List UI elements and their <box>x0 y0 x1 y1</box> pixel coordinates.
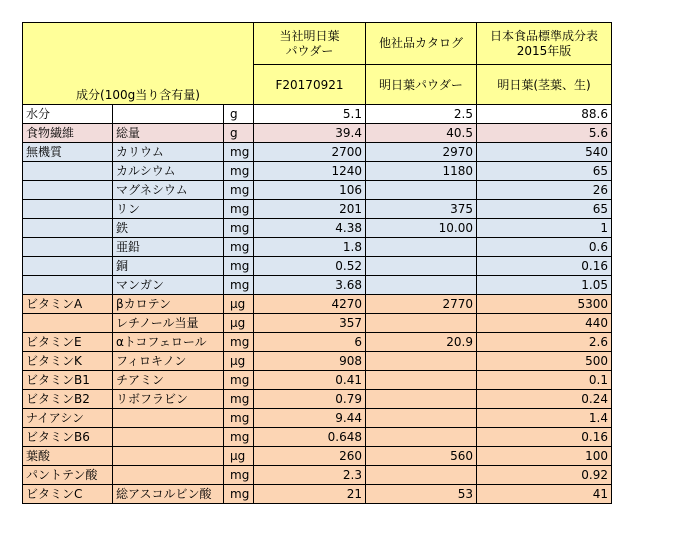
column-header-standard-table: 日本食品標準成分表 2015年版 <box>477 23 612 65</box>
table-row <box>23 238 612 257</box>
component-name-cell: リン <box>113 200 224 219</box>
component-name-cell: αトコフェロール <box>113 333 224 352</box>
standard-value-cell: 1 <box>477 219 612 238</box>
unit-cell: μg <box>224 314 254 333</box>
table-row <box>23 352 612 371</box>
unit-cell: mg <box>224 257 254 276</box>
unit-cell: mg <box>224 238 254 257</box>
category-cell <box>23 181 113 200</box>
category-cell: 食物繊維 <box>23 124 113 143</box>
column-header-competitor: 他社品カタログ <box>366 23 477 65</box>
table-row <box>23 219 612 238</box>
standard-value-cell: 1.4 <box>477 409 612 428</box>
own-product-value-cell: 908 <box>254 352 366 371</box>
competitor-value-cell <box>366 238 477 257</box>
category-cell <box>23 257 113 276</box>
category-cell <box>23 200 113 219</box>
component-name-cell: βカロテン <box>113 295 224 314</box>
table-row <box>23 371 612 390</box>
component-name-cell <box>113 447 224 466</box>
standard-value-cell: 41 <box>477 485 612 504</box>
unit-cell: mg <box>224 390 254 409</box>
column-subheader-lot: F20170921 <box>254 65 366 105</box>
own-product-value-cell: 2.3 <box>254 466 366 485</box>
competitor-value-cell <box>366 390 477 409</box>
table-row <box>23 276 612 295</box>
column-header-own-product: 当社明日葉 パウダー <box>254 23 366 65</box>
unit-cell: mg <box>224 276 254 295</box>
component-name-cell: 総量 <box>113 124 224 143</box>
competitor-value-cell: 2.5 <box>366 105 477 124</box>
table-row <box>23 428 612 447</box>
standard-value-cell: 100 <box>477 447 612 466</box>
component-name-cell: リボフラビン <box>113 390 224 409</box>
own-product-value-cell: 260 <box>254 447 366 466</box>
component-name-cell: マンガン <box>113 276 224 295</box>
competitor-value-cell <box>366 276 477 295</box>
category-cell: ビタミンB6 <box>23 428 113 447</box>
competitor-value-cell <box>366 314 477 333</box>
standard-value-cell: 440 <box>477 314 612 333</box>
competitor-value-cell: 20.9 <box>366 333 477 352</box>
component-name-cell <box>113 105 224 124</box>
own-product-value-cell: 201 <box>254 200 366 219</box>
category-cell: 無機質 <box>23 143 113 162</box>
standard-value-cell: 0.16 <box>477 257 612 276</box>
standard-value-cell: 0.24 <box>477 390 612 409</box>
table-row <box>23 390 612 409</box>
component-name-cell: 銅 <box>113 257 224 276</box>
table-row <box>23 162 612 181</box>
component-name-cell: 亜鉛 <box>113 238 224 257</box>
standard-value-cell: 65 <box>477 162 612 181</box>
table-row <box>23 105 612 124</box>
competitor-value-cell <box>366 257 477 276</box>
own-product-value-cell: 4.38 <box>254 219 366 238</box>
column-subheader-competitor-product: 明日葉パウダー <box>366 65 477 105</box>
unit-cell: mg <box>224 485 254 504</box>
category-cell: ナイアシン <box>23 409 113 428</box>
competitor-value-cell: 10.00 <box>366 219 477 238</box>
own-product-value-cell: 0.648 <box>254 428 366 447</box>
own-product-value-cell: 357 <box>254 314 366 333</box>
unit-cell: mg <box>224 371 254 390</box>
standard-value-cell: 0.1 <box>477 371 612 390</box>
own-product-value-cell: 3.68 <box>254 276 366 295</box>
component-name-cell: マグネシウム <box>113 181 224 200</box>
category-cell <box>23 314 113 333</box>
competitor-value-cell <box>366 352 477 371</box>
category-cell: ビタミンA <box>23 295 113 314</box>
own-product-value-cell: 6 <box>254 333 366 352</box>
own-product-value-cell: 1240 <box>254 162 366 181</box>
component-name-cell <box>113 428 224 447</box>
own-product-value-cell: 21 <box>254 485 366 504</box>
standard-value-cell: 540 <box>477 143 612 162</box>
standard-value-cell: 500 <box>477 352 612 371</box>
standard-value-cell: 26 <box>477 181 612 200</box>
own-product-value-cell: 106 <box>254 181 366 200</box>
standard-value-cell: 5.6 <box>477 124 612 143</box>
component-name-cell: 総アスコルビン酸 <box>113 485 224 504</box>
unit-cell: μg <box>224 295 254 314</box>
table-row <box>23 314 612 333</box>
own-product-value-cell: 0.41 <box>254 371 366 390</box>
component-name-cell: カリウム <box>113 143 224 162</box>
unit-cell: mg <box>224 333 254 352</box>
unit-cell: mg <box>224 162 254 181</box>
competitor-value-cell <box>366 181 477 200</box>
unit-cell: mg <box>224 143 254 162</box>
competitor-value-cell <box>366 409 477 428</box>
unit-cell: g <box>224 124 254 143</box>
competitor-value-cell: 40.5 <box>366 124 477 143</box>
own-product-value-cell: 9.44 <box>254 409 366 428</box>
unit-cell: g <box>224 105 254 124</box>
standard-value-cell: 5300 <box>477 295 612 314</box>
category-cell <box>23 162 113 181</box>
category-cell: ビタミンB2 <box>23 390 113 409</box>
unit-cell: μg <box>224 447 254 466</box>
category-cell <box>23 276 113 295</box>
standard-value-cell: 0.6 <box>477 238 612 257</box>
standard-value-cell: 88.6 <box>477 105 612 124</box>
competitor-value-cell <box>366 428 477 447</box>
own-product-value-cell: 2700 <box>254 143 366 162</box>
unit-cell: mg <box>224 200 254 219</box>
standard-value-cell: 0.16 <box>477 428 612 447</box>
category-cell: 水分 <box>23 105 113 124</box>
nutrition-table <box>22 22 612 504</box>
header-row-top <box>23 23 612 65</box>
category-cell: ビタミンC <box>23 485 113 504</box>
category-cell <box>23 238 113 257</box>
category-cell <box>23 219 113 238</box>
column-subheader-standard-item: 明日葉(茎葉、生) <box>477 65 612 105</box>
category-cell: パントテン酸 <box>23 466 113 485</box>
standard-value-cell: 1.05 <box>477 276 612 295</box>
unit-cell: mg <box>224 219 254 238</box>
own-product-value-cell: 5.1 <box>254 105 366 124</box>
own-product-value-cell: 4270 <box>254 295 366 314</box>
own-product-value-cell: 0.79 <box>254 390 366 409</box>
category-cell: ビタミンB1 <box>23 371 113 390</box>
own-product-value-cell: 1.8 <box>254 238 366 257</box>
table-row <box>23 124 612 143</box>
category-cell: ビタミンK <box>23 352 113 371</box>
table-row <box>23 485 612 504</box>
table-row <box>23 447 612 466</box>
table-row <box>23 181 612 200</box>
standard-value-cell: 65 <box>477 200 612 219</box>
table-row <box>23 143 612 162</box>
component-name-cell: レチノール当量 <box>113 314 224 333</box>
unit-cell: mg <box>224 181 254 200</box>
competitor-value-cell: 375 <box>366 200 477 219</box>
own-product-value-cell: 0.52 <box>254 257 366 276</box>
table-row <box>23 333 612 352</box>
own-product-value-cell: 39.4 <box>254 124 366 143</box>
component-name-cell: フィロキノン <box>113 352 224 371</box>
unit-cell: mg <box>224 428 254 447</box>
table-row <box>23 409 612 428</box>
standard-value-cell: 2.6 <box>477 333 612 352</box>
table-row <box>23 295 612 314</box>
competitor-value-cell: 560 <box>366 447 477 466</box>
category-cell: ビタミンE <box>23 333 113 352</box>
table-row <box>23 200 612 219</box>
component-name-cell <box>113 466 224 485</box>
component-name-cell: チアミン <box>113 371 224 390</box>
category-cell: 葉酸 <box>23 447 113 466</box>
table-row <box>23 257 612 276</box>
unit-cell: mg <box>224 466 254 485</box>
competitor-value-cell: 53 <box>366 485 477 504</box>
standard-value-cell: 0.92 <box>477 466 612 485</box>
unit-cell: mg <box>224 409 254 428</box>
component-name-cell: 鉄 <box>113 219 224 238</box>
column-header-component: 成分(100g当り含有量) <box>23 23 254 105</box>
unit-cell: μg <box>224 352 254 371</box>
competitor-value-cell <box>366 466 477 485</box>
competitor-value-cell: 2770 <box>366 295 477 314</box>
competitor-value-cell: 1180 <box>366 162 477 181</box>
component-name-cell: カルシウム <box>113 162 224 181</box>
component-name-cell <box>113 409 224 428</box>
table-row <box>23 466 612 485</box>
competitor-value-cell: 2970 <box>366 143 477 162</box>
competitor-value-cell <box>366 371 477 390</box>
